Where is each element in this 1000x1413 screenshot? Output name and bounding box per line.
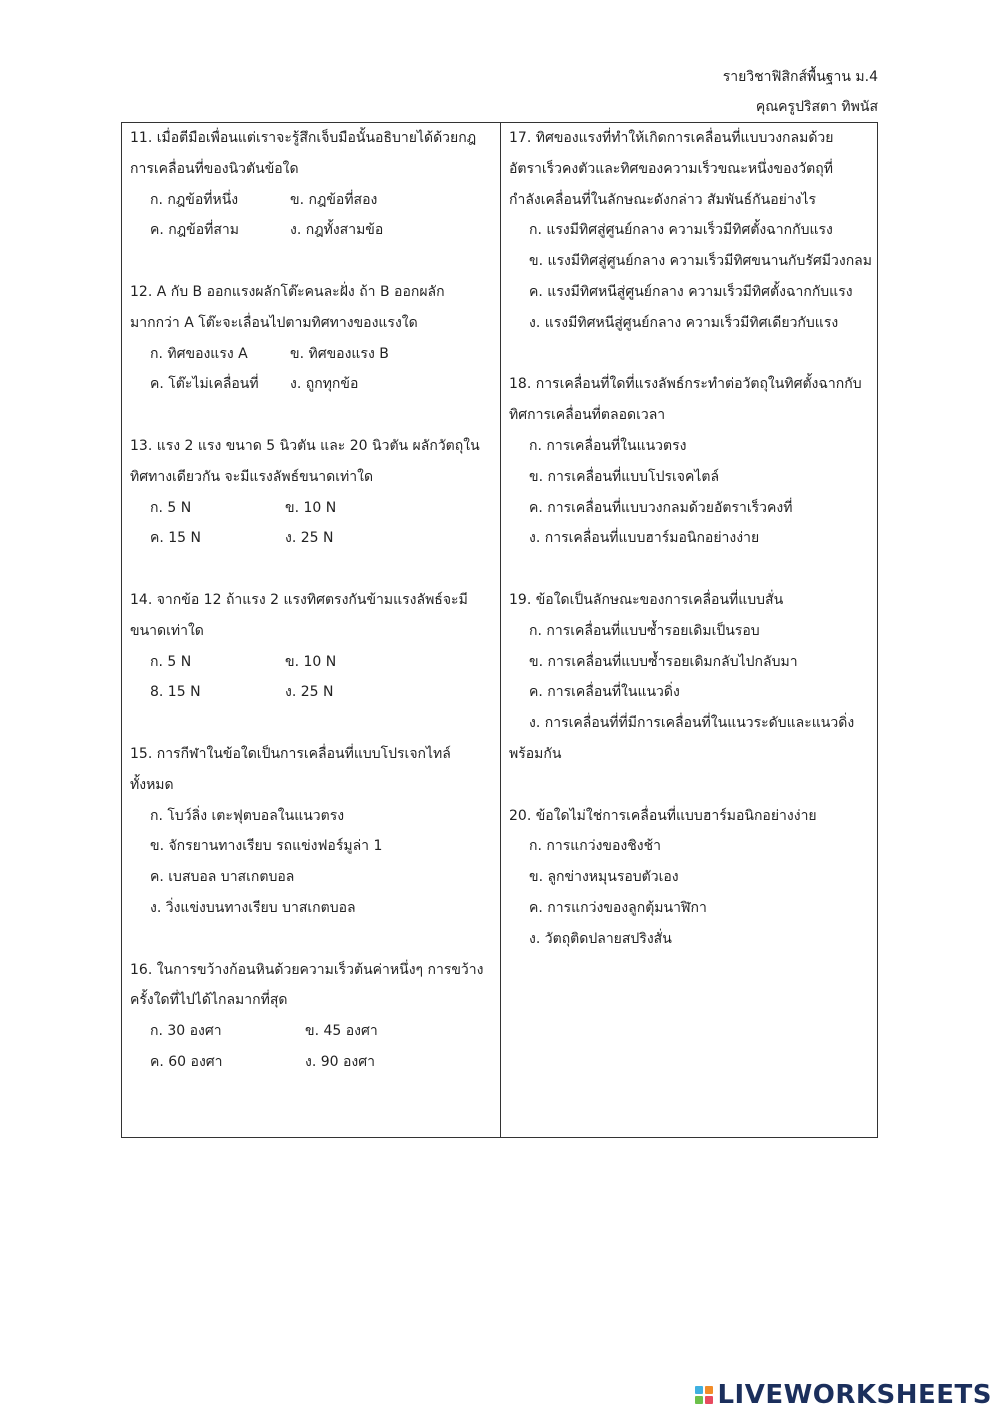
option: ค. การเคลื่อนที่ในแนวดิ่ง — [529, 684, 680, 701]
option: ก. การเคลื่อนที่ในแนวตรง — [529, 437, 687, 454]
logo-tile — [705, 1386, 713, 1394]
right-column — [509, 123, 873, 985]
logo-tile — [705, 1396, 713, 1404]
question — [130, 585, 494, 708]
option-row — [130, 677, 494, 708]
question-text: 16. ในการขว้างก้อนหินด้วยความเร็วต้นค่าหนึ่งๆ การขว้าง — [130, 961, 484, 978]
option: ค. แรงมีทิศหนีสู่ศูนย์กลาง ความเร็วมีทิศตั้งฉากกับแรง — [529, 283, 853, 300]
question-text: ครั้งใดที่ไปได้ไกลมากที่สุด — [130, 992, 288, 1009]
question-text: กำลังเคลื่อนที่ในลักษณะดังกล่าว สัมพันธ์กันอย่างไร — [509, 191, 817, 208]
option: ค. กฎข้อที่สาม — [150, 222, 239, 239]
question-text: 18. การเคลื่อนที่ใดที่แรงลัพธ์กระทำต่อวัตถุในทิศตั้งฉากกับ — [509, 376, 862, 393]
option: ง. กฎทั้งสามข้อ — [290, 222, 384, 239]
option: ค. 15 N — [150, 530, 202, 547]
option: ข. ทิศของแรง B — [290, 345, 389, 362]
option-row — [130, 185, 494, 216]
option: ก. การเคลื่อนที่แบบซ้ำรอยเดิมเป็นรอบ — [529, 622, 760, 639]
option: ข. การเคลื่อนที่แบบโปรเจคไตล์ — [529, 468, 720, 485]
option: ก. ทิศของแรง A — [150, 345, 248, 362]
option: ก. 5 N — [150, 653, 192, 670]
question — [130, 277, 494, 400]
question — [509, 123, 873, 339]
option: ก. 30 องศา — [150, 1023, 222, 1040]
option: 8. 15 N — [150, 684, 201, 701]
question-text: 20. ข้อใดไม่ใช่การเคลื่อนที่แบบฮาร์มอนิกอย่างง่าย — [509, 807, 817, 824]
option: ข. แรงมีทิศสู่ศูนย์กลาง ความเร็วมีทิศขนานกับรัศมีวงกลม — [529, 253, 872, 270]
question-text: 11. เมื่อตีมือเพื่อนแต่เราจะรู้สึกเจ็บมือนั้นอธิบายได้ด้วยกฎ — [130, 130, 477, 146]
option: ง. 25 N — [285, 684, 334, 701]
question — [509, 801, 873, 955]
question — [509, 585, 873, 770]
option: ข. 45 องศา — [305, 1023, 378, 1040]
question — [130, 431, 494, 554]
option: ค. เบสบอล บาสเกตบอล — [150, 869, 295, 886]
question-text: 19. ข้อใดเป็นลักษณะของการเคลื่อนที่แบบสั่น — [509, 591, 784, 608]
question-table — [121, 122, 878, 1138]
question-text: 12. A กับ B ออกแรงผลักโต๊ะคนละฝั่ง ถ้า B ออกผลัก — [130, 283, 445, 300]
option: ข. ลูกข่างหมุนรอบตัวเอง — [529, 869, 679, 886]
question-text: ทิศทางเดียวกัน จะมีแรงลัพธ์ขนาดเท่าใด — [130, 468, 374, 485]
question — [130, 739, 494, 924]
option: ก. โบว์ลิ่ง เตะฟุตบอลในแนวตรง — [150, 807, 345, 824]
option-row — [130, 339, 494, 370]
liveworksheets-logo — [695, 1379, 992, 1411]
column-divider — [500, 123, 501, 1137]
question-text: อัตราเร็วคงตัวและทิศของความเร็วขณะหนึ่งของวัตถุที่ — [509, 160, 833, 177]
option: ข. 10 N — [285, 499, 337, 516]
option: ง. แรงมีทิศหนีสู่ศูนย์กลาง ความเร็วมีทิศเดียวกับแรง — [529, 314, 839, 331]
page-header — [723, 62, 878, 122]
option: ง. การเคลื่อนที่แบบฮาร์มอนิกอย่างง่าย — [529, 530, 760, 547]
logo-icon — [695, 1386, 713, 1404]
logo-text: LIVEWORKSHEETS — [717, 1380, 992, 1410]
question-text: ทิศการเคลื่อนที่ตลอดเวลา — [509, 407, 666, 424]
option: ข. กฎข้อที่สอง — [290, 191, 378, 208]
option: ก. การแกว่งของชิงช้า — [529, 838, 661, 855]
option-row — [130, 1016, 494, 1047]
question-text: การเคลื่อนที่ของนิวตันข้อใด — [130, 160, 299, 177]
option-row — [130, 647, 494, 678]
left-column — [130, 123, 494, 1109]
option: ข. การเคลื่อนที่แบบซ้ำรอยเดิมกลับไปกลับมา — [529, 653, 798, 670]
logo-tile — [695, 1386, 703, 1394]
option: ง. การเคลื่อนที่ที่มีการเคลื่อนที่ในแนวระดับและแนวดิ่งพร้อมกัน — [509, 715, 855, 762]
option-row — [130, 493, 494, 524]
question — [130, 123, 494, 246]
question-text: 14. จากข้อ 12 ถ้าแรง 2 แรงทิศตรงกันข้ามแรงลัพธ์จะมี — [130, 591, 468, 608]
question-text: 13. แรง 2 แรง ขนาด 5 นิวตัน และ 20 นิวตัน ผลักวัตถุใน — [130, 437, 480, 454]
question-text: 15. การกีฬาในข้อใดเป็นการเคลื่อนที่แบบโปรเจกไทล์ — [130, 745, 451, 762]
question-text: ขนาดเท่าใด — [130, 622, 204, 639]
option: ง. วัตถุติดปลายสปริงสั่น — [529, 930, 672, 947]
option-row — [130, 215, 494, 246]
option: ค. การแกว่งของลูกตุ้มนาฬิกา — [529, 899, 707, 916]
teacher-name: คุณครูปริสตา ทิพนัส — [755, 99, 878, 115]
logo-tile — [695, 1396, 703, 1404]
option: ง. ถูกทุกข้อ — [290, 376, 359, 393]
option: ข. 10 N — [285, 653, 337, 670]
question-text: ทั้งหมด — [130, 776, 174, 793]
option: ก. 5 N — [150, 499, 192, 516]
option: ก. กฎข้อที่หนึ่ง — [150, 191, 239, 208]
subject-title: รายวิชาฟิสิกส์พื้นฐาน ม.4 — [722, 69, 878, 85]
option: ง. 90 องศา — [305, 1053, 375, 1070]
option: ค. โต๊ะไม่เคลื่อนที่ — [150, 376, 259, 393]
option: ง. 25 N — [285, 530, 334, 547]
option: ง. วิ่งแข่งบนทางเรียบ บาสเกตบอล — [150, 899, 356, 916]
option: ค. การเคลื่อนที่แบบวงกลมด้วยอัตราเร็วคงที่ — [529, 499, 793, 516]
question-text: 17. ทิศของแรงที่ทำให้เกิดการเคลื่อนที่แบบวงกลมด้วย — [509, 130, 834, 146]
option: ค. 60 องศา — [150, 1053, 223, 1070]
option-row — [130, 523, 494, 554]
question — [130, 955, 494, 1078]
option-row — [130, 1047, 494, 1078]
question — [509, 369, 873, 554]
question-text: มากกว่า A โต๊ะจะเลื่อนไปตามทิศทางของแรงใด — [130, 314, 418, 331]
option-row — [130, 369, 494, 400]
option: ข. จักรยานทางเรียบ รถแข่งฟอร์มูล่า 1 — [150, 838, 383, 855]
option: ก. แรงมีทิศสู่ศูนย์กลาง ความเร็วมีทิศตั้งฉากกับแรง — [529, 222, 833, 239]
